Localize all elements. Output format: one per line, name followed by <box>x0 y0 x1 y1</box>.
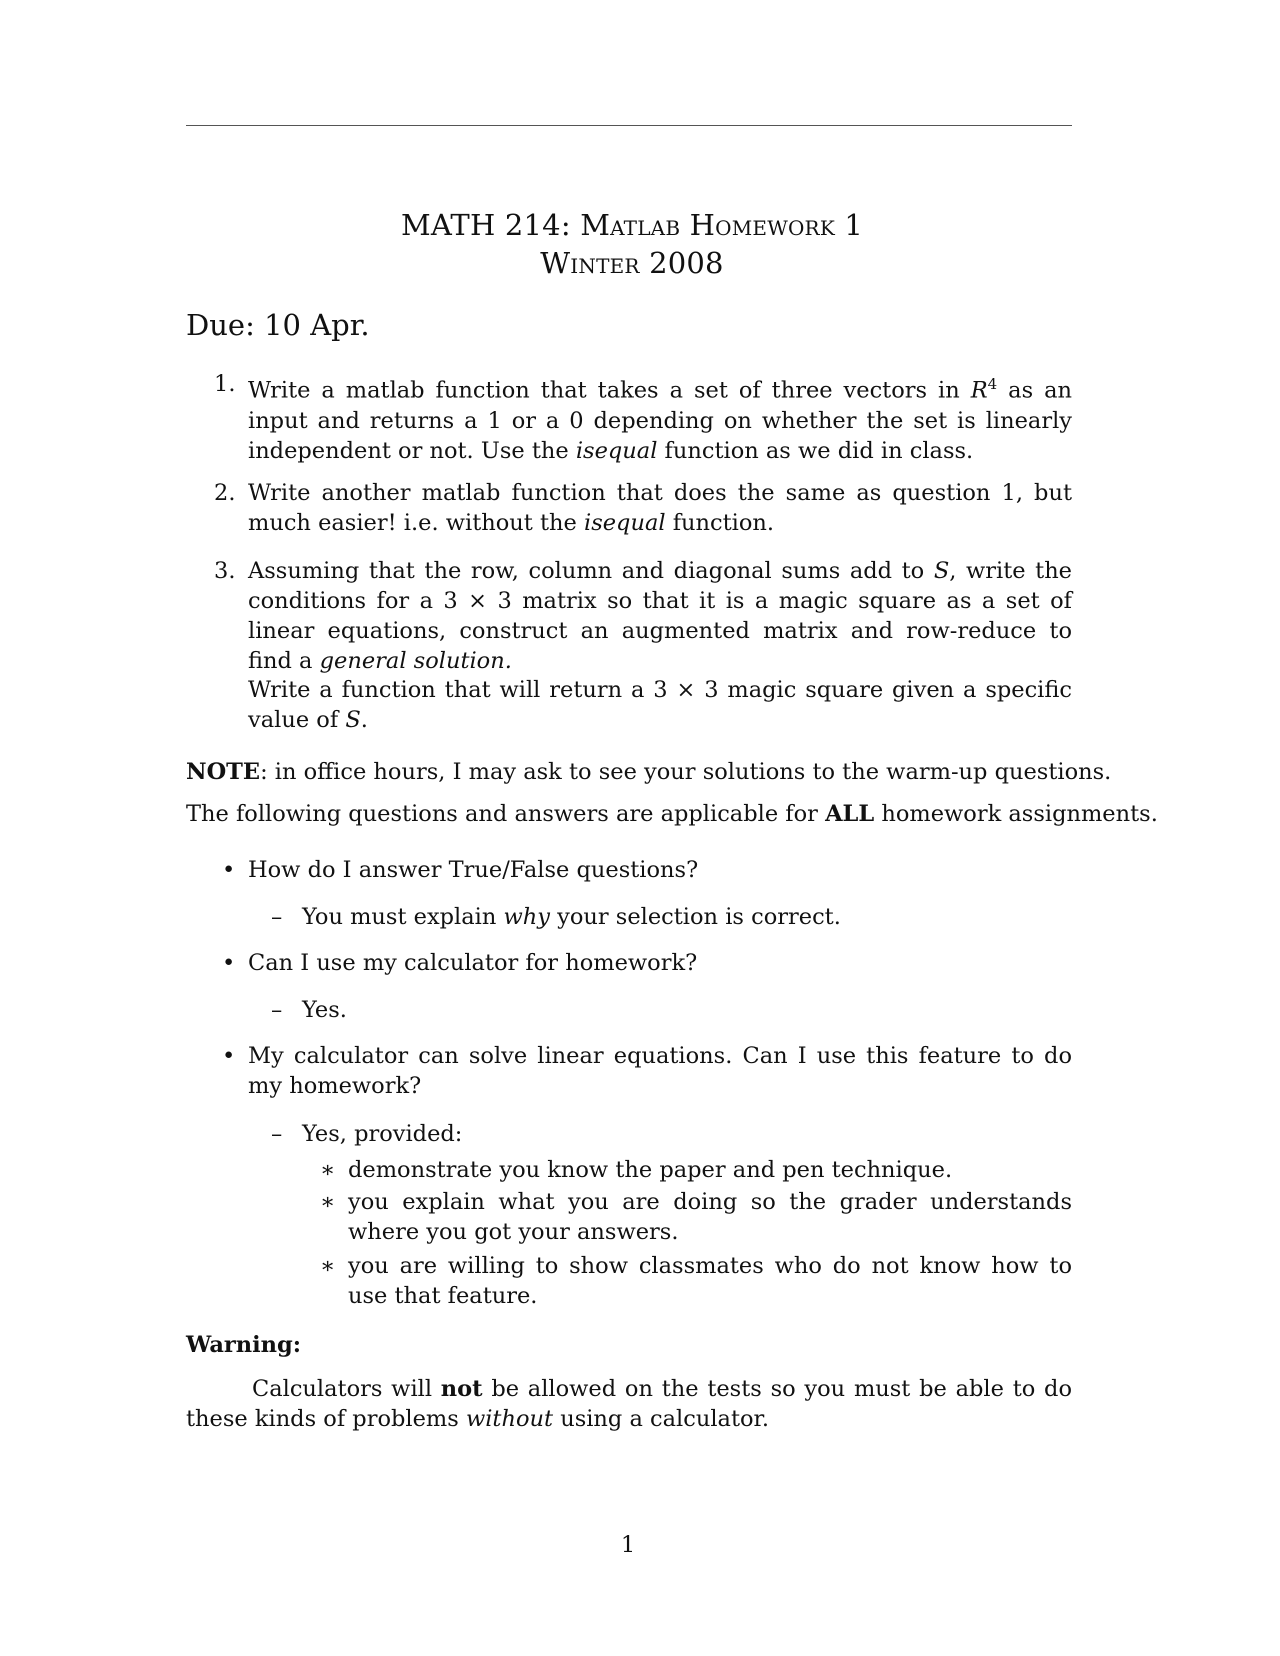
question-number: 1. <box>214 371 236 397</box>
dash-icon: – <box>271 1121 283 1147</box>
applicability-statement: The following questions and answers are applicable for ALL homework assignments. <box>186 801 1158 827</box>
bullet-icon: • <box>222 857 236 883</box>
bullet-icon: • <box>222 1043 236 1069</box>
faq-answer-1: – You must explain why your selection is correct. <box>271 904 841 930</box>
dash-icon: – <box>271 997 283 1023</box>
question-1 <box>186 369 1072 466</box>
faq-question-2: • Can I use my calculator for homework? <box>222 950 698 976</box>
question-number: 2. <box>214 480 236 506</box>
office-hours-note: NOTE: in office hours, I may ask to see your solutions to the warm-up questions. <box>186 759 1112 785</box>
dash-icon: – <box>271 904 283 930</box>
asterisk-icon: ∗ <box>320 1189 336 1215</box>
bullet-icon: • <box>222 950 236 976</box>
question-text: Write a function that will return a 3 × 3 magic square given a specific value of S. <box>248 677 1072 733</box>
list-item: ∗ you explain what you are doing so the grader understands where you got your answers. <box>320 1189 1072 1245</box>
question-text: Write another matlab function that does the same as question 1, but much easier! i.e. without the isequal function. <box>248 480 1072 536</box>
faq-question-3: • My calculator can solve linear equations. Can I use this feature to do my homework? <box>222 1043 1072 1099</box>
question-number: 3. <box>214 558 236 584</box>
list-item: ∗ you are willing to show classmates who do not know how to use that feature. <box>320 1253 1072 1309</box>
faq-answer-3: – Yes, provided: <box>271 1121 463 1147</box>
warning-heading: Warning: <box>186 1332 302 1358</box>
document-subtitle: Winter 2008 <box>540 246 724 280</box>
question-text: Assuming that the row, column and diagonal sums add to S, write the conditions for a 3 × 3 matrix so that it is a magic square as a set of linear equations, construct an augmented matrix and row-reduce to find a general solution. <box>248 558 1073 674</box>
page-number: 1 <box>620 1532 636 1558</box>
question-3 <box>186 556 1072 676</box>
list-item: ∗ demonstrate you know the paper and pen technique. <box>320 1157 953 1183</box>
question-2 <box>186 478 1072 538</box>
asterisk-icon: ∗ <box>320 1157 336 1183</box>
due-date: Due: 10 Apr. <box>186 308 370 342</box>
question-text: Write a matlab function that takes a set of three vectors in $R^4$ as an input and returns a 1 or a 0 depending on whether the set is linearly independent or not. Use the isequal function as we did in class. <box>248 375 1073 464</box>
document-title: MATH 214: Matlab Homework 1 <box>400 208 864 242</box>
asterisk-icon: ∗ <box>320 1253 336 1279</box>
faq-question-1: • How do I answer True/False questions? <box>222 857 699 883</box>
header-rule <box>186 125 1072 126</box>
warning-text: Calculators will not be allowed on the tests so you must be able to do these kinds of problems without using a calculator. <box>186 1376 1072 1432</box>
question-3-part-2 <box>186 675 1072 735</box>
faq-answer-2: – Yes. <box>271 997 347 1023</box>
